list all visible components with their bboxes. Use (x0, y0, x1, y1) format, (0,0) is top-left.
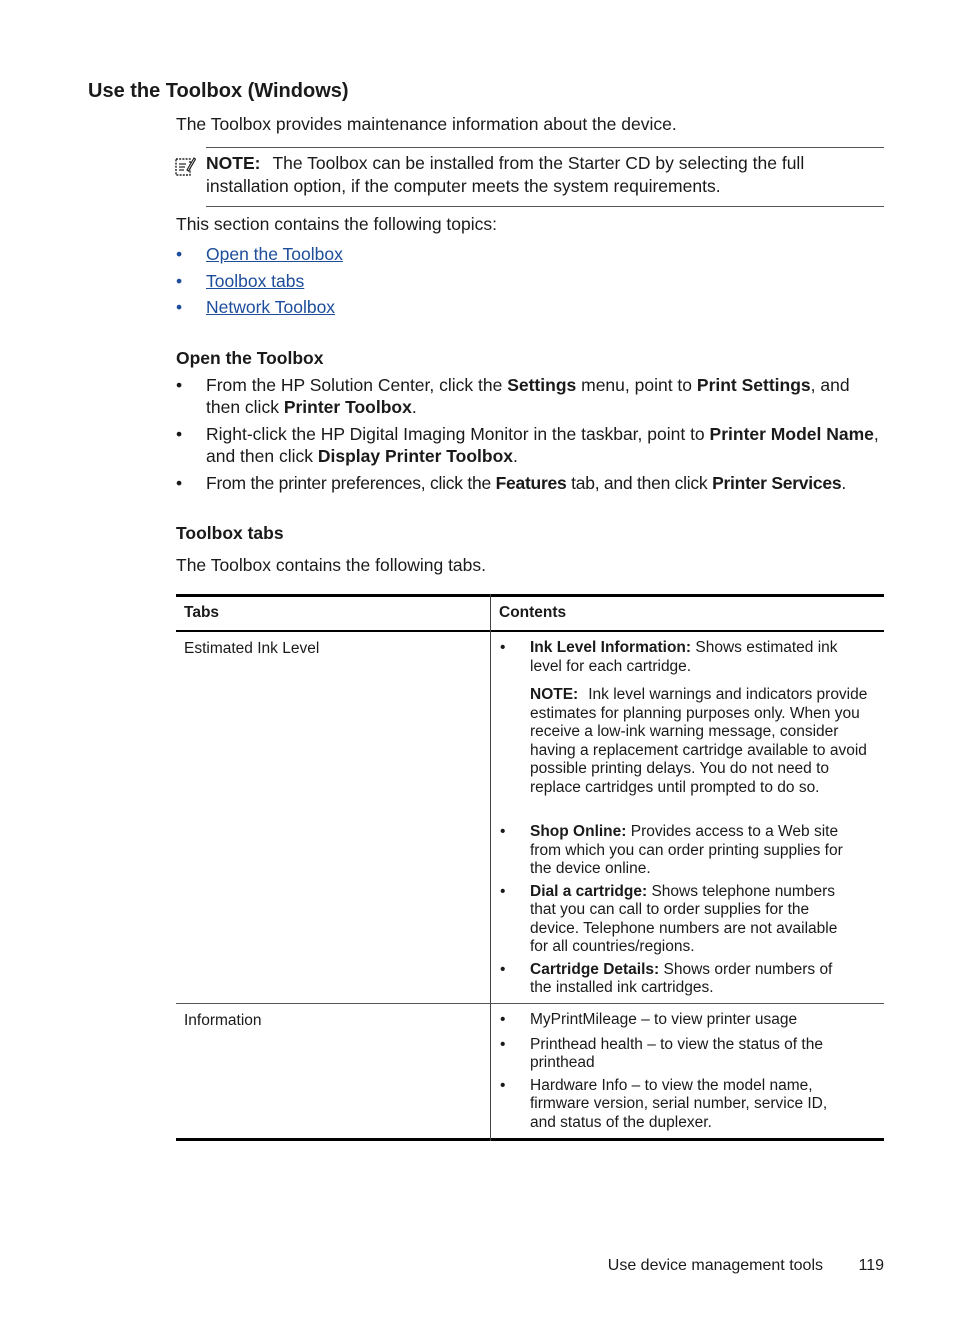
table-cell-contents (500, 639, 845, 676)
item-label: Ink Level Information: (530, 639, 692, 656)
table-top-rule (176, 594, 884, 597)
table-bottom-rule (176, 1138, 884, 1141)
table-row-divider (176, 1003, 884, 1004)
open-toolbox-heading: Open the Toolbox (176, 348, 324, 368)
list-item (176, 374, 888, 418)
bullet: • (176, 424, 183, 444)
table-cell-tab: Information (184, 1012, 262, 1029)
column-header-contents: Contents (499, 604, 567, 621)
link-toolbox-tabs[interactable]: Toolbox tabs (206, 270, 305, 291)
step-text: , and then click (206, 424, 879, 466)
step-text: From the HP Solution Center, click the (206, 375, 508, 395)
step-bold: Printer Services (712, 473, 842, 493)
list-item (500, 883, 845, 957)
bullet: • (176, 473, 182, 493)
table-cell-tab: Estimated Ink Level (184, 640, 320, 657)
item-text: Shows estimated ink level for each cartridge. (530, 639, 838, 675)
step-bold: Print Settings (696, 375, 811, 395)
bullet: • (500, 823, 506, 840)
item-text: Hardware Info – to view the model name, firmware version, serial number, service ID, and status of the duplexer. (530, 1076, 828, 1131)
table-cell-contents (500, 1011, 845, 1132)
step-text: tab, and then click (566, 473, 713, 493)
item-label: Shop Online: (530, 823, 627, 840)
list-item (176, 270, 343, 297)
table-cell-contents (500, 823, 845, 998)
list-item (176, 243, 343, 270)
list-item (176, 472, 888, 494)
list-item (500, 639, 845, 676)
step-bold: Printer Model Name (709, 424, 874, 444)
link-network-toolbox[interactable]: Network Toolbox (206, 297, 336, 317)
table-header-rule (176, 630, 884, 632)
bullet: • (500, 882, 506, 900)
bullet: • (500, 1076, 506, 1094)
note-pencil-icon (174, 155, 196, 177)
page-number: 119 (858, 1257, 884, 1274)
note-text (206, 152, 876, 198)
column-header-tabs: Tabs (184, 604, 220, 621)
note-body: Ink level warnings and indicators provide estimates for planning purposes only. When you receive a low-ink warning message, consider having a replacement cartridge available to avoid possible printing delays. You do not need to replace cartridges until prompted to do so. (530, 686, 868, 796)
topic-links (176, 243, 343, 323)
item-text: Provides access to a Web site from which you can order printing supplies for the device online. (530, 823, 843, 877)
note-body: The Toolbox can be installed from the Starter CD by selecting the full installation option, if the computer meets the system requirements. (206, 153, 805, 196)
item-label: Dial a cartridge: (530, 882, 648, 900)
step-text: . (841, 473, 846, 493)
note-label: NOTE: (206, 153, 261, 173)
step-bold: Settings (507, 375, 577, 395)
open-toolbox-steps (176, 374, 888, 499)
list-item (500, 1036, 845, 1073)
list-item (500, 961, 845, 998)
step-text: . (411, 397, 417, 417)
list-item (176, 423, 888, 467)
item-text: Shows telephone numbers that you can call to order supplies for the device. Telephone numbers are not available for all countries/regions. (530, 882, 838, 955)
step-bold: Features (495, 473, 567, 493)
list-item (500, 1011, 845, 1030)
step-text: , and then click (206, 375, 850, 417)
toolbox-tabs-heading: Toolbox tabs (176, 523, 284, 543)
item-text: Shows order numbers of the installed ink cartridges. (530, 960, 833, 996)
bullet: • (500, 1035, 506, 1053)
topics-intro: This section contains the following topics: (176, 214, 497, 234)
list-item (500, 1077, 845, 1133)
bullet: • (500, 1011, 506, 1028)
step-bold: Printer Toolbox (283, 397, 412, 417)
step-text: menu, point to (576, 375, 697, 395)
step-text: . (513, 446, 518, 466)
bullet: • (176, 244, 183, 264)
bullet: • (500, 639, 506, 656)
note-label: NOTE: (530, 686, 579, 703)
ink-level-note (530, 686, 875, 797)
item-text: Printhead health – to view the status of the printhead (530, 1035, 823, 1071)
list-item (176, 296, 343, 323)
section-title: Use the Toolbox (Windows) (88, 80, 349, 102)
footer-title: Use device management tools (607, 1257, 823, 1274)
item-text: MyPrintMileage – to view printer usage (530, 1011, 798, 1028)
step-text: Right-click the HP Digital Imaging Monitor in the taskbar, point to (206, 424, 710, 444)
link-open-toolbox[interactable]: Open the Toolbox (206, 244, 343, 264)
bullet: • (176, 270, 183, 291)
section-intro: The Toolbox provides maintenance information about the device. (176, 114, 677, 134)
bullet: • (176, 297, 183, 317)
bullet: • (500, 960, 506, 978)
toolbox-tabs-intro: The Toolbox contains the following tabs. (176, 555, 487, 575)
step-text: From the printer preferences, click the (206, 473, 496, 493)
table-column-divider (490, 594, 491, 1141)
step-bold: Display Printer Toolbox (317, 446, 513, 466)
item-label: Cartridge Details: (530, 960, 660, 978)
bullet: • (176, 375, 183, 395)
list-item (500, 823, 845, 879)
toolbox-tabs-table (176, 594, 884, 1141)
